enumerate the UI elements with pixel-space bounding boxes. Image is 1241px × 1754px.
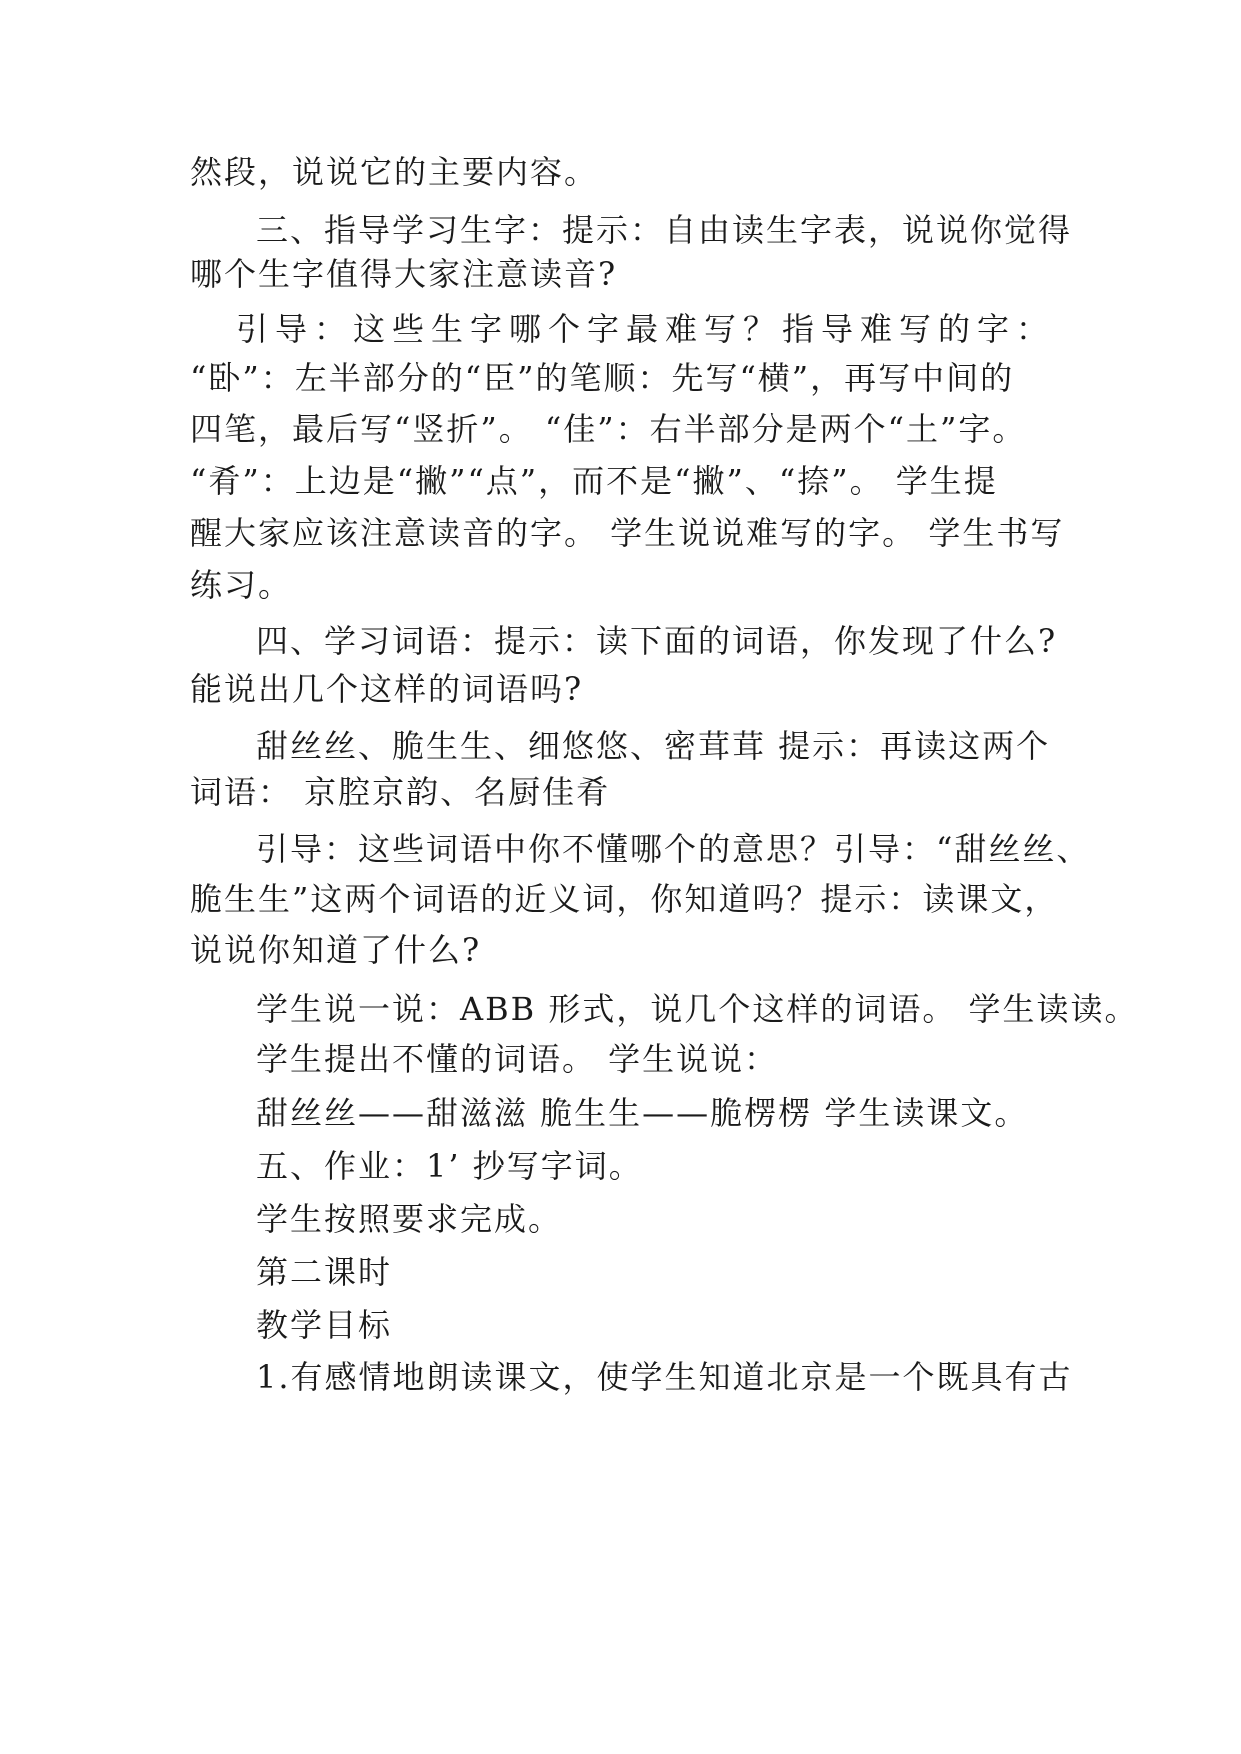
text-line: 醒大家应该注意读音的字。 学生说说难写的字。 学生书写 [190,514,1065,552]
text-line: 脆生生”这两个词语的近义词，你知道吗？提示：读课文， [190,880,1059,918]
text-line: 能说出几个这样的词语吗? [190,670,584,708]
text-line: 哪个生字值得大家注意读音? [190,255,618,293]
text-line: 甜丝丝——甜滋滋 脆生生——脆楞楞 学生读课文。 [256,1094,1029,1132]
text-line: 学生按照要求完成。 [256,1200,563,1238]
text-line: 三、指导学习生字：提示：自由读生字表，说说你觉得 [256,211,1073,249]
text-line: 说说你知道了什么? [190,931,482,969]
text-line: 第二课时 [256,1253,393,1291]
text-line: 词语： 京腔京韵、名厨佳肴 [190,773,611,811]
text-line: 学生说一说：ABB 形式，说几个这样的词语。 学生读读。 [256,990,1139,1028]
text-line: 五、作业：1’ 抄写字词。 [256,1147,643,1185]
text-line: 教学目标 [256,1306,393,1344]
text-line: 练习。 [190,566,293,604]
text-line: 1.有感情地朗读课文，使学生知道北京是一个既具有古 [256,1358,1073,1396]
text-line: 学生提出不懂的词语。 学生说说： [256,1040,779,1078]
text-line: “肴”：上边是“撇”“点”，而不是“撇”、“捺”。 学生提 [190,462,998,500]
text-line: 引导：这些生字哪个字最难写？指导难写的字： [236,310,1056,348]
text-line: 然段，说说它的主要内容。 [190,153,599,191]
text-line: “卧”：左半部分的“臣”的笔顺：先写“横”，再写中间的 [190,359,1015,397]
text-line: 四笔，最后写“竖折”。 “佳”：右半部分是两个“土”字。 [190,410,1027,448]
text-line: 四、学习词语：提示：读下面的词语，你发现了什么? [256,622,1058,660]
text-line: 引导：这些词语中你不懂哪个的意思？引导：“甜丝丝、 [256,830,1091,868]
text-line: 甜丝丝、脆生生、细悠悠、密茸茸 提示：再读这两个 [256,727,1051,765]
